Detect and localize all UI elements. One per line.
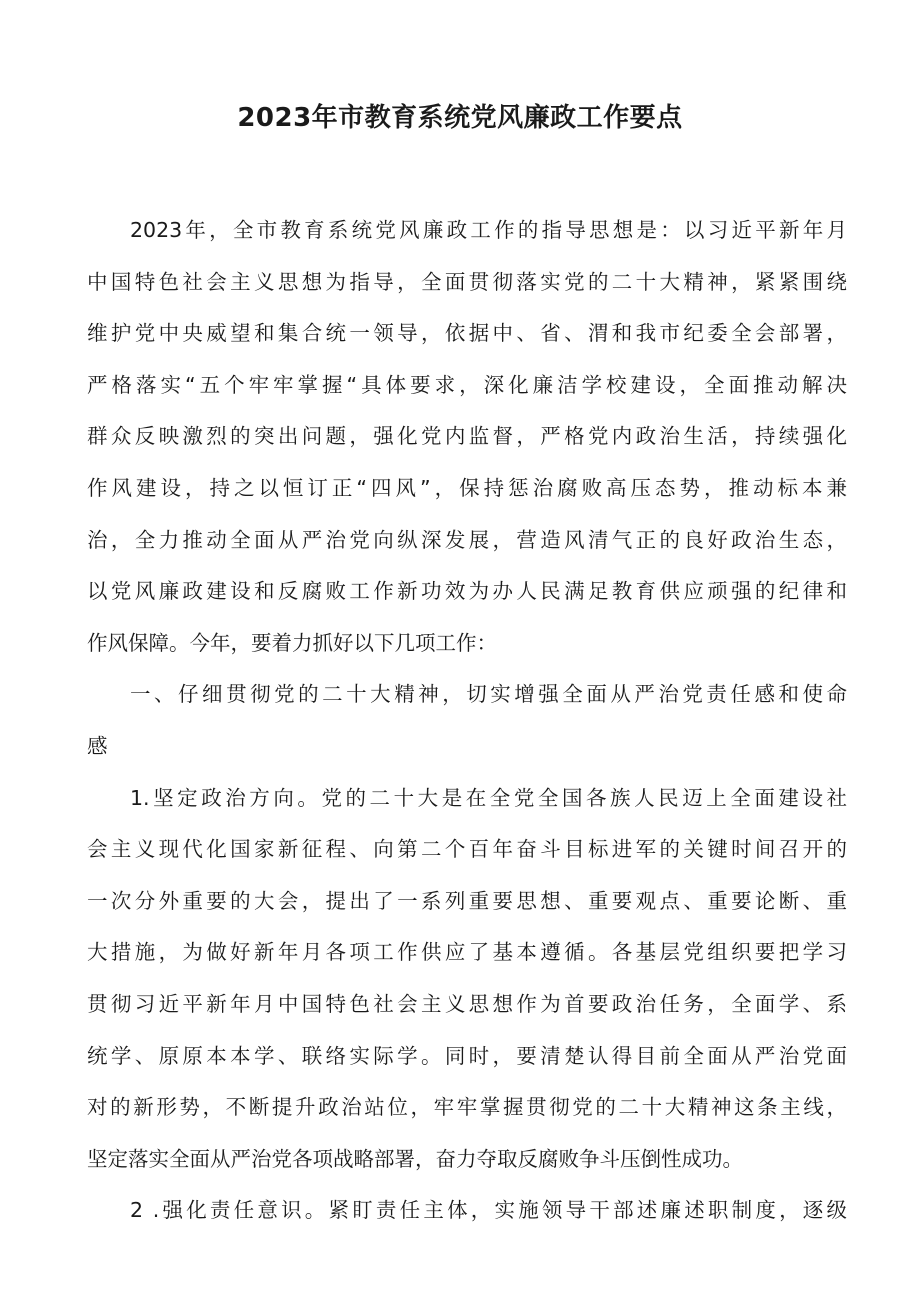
paragraph-line: 作风建设，持之以恒订正“四风”，保持惩治腐败高压态势，推动标本兼: [87, 475, 847, 500]
paragraph-line: 以党风廉政建设和反腐败工作新功效为办人民满足教育供应顽强的纪律和: [87, 579, 847, 604]
paragraph-line: 贯彻习近平新年月中国特色社会主义思想作为首要政治任务，全面学、系: [87, 991, 847, 1016]
document-title: 2023年市教育系统党风廉政工作要点: [237, 103, 683, 133]
section-heading-line: 一、仔细贯彻党的二十大精神，切实增强全面从严治党责任感和使命: [130, 682, 847, 707]
paragraph-line: 维护党中央威望和集合统一领导，依据中、省、渭和我市纪委全会部署，: [87, 321, 847, 346]
document-body: [87, 205, 847, 1237]
section-heading-line: 感: [87, 733, 108, 758]
paragraph-line: 2023年，全市教育系统党风廉政工作的指导思想是：以习近平新年月: [130, 218, 847, 242]
paragraph-line: 中国特色社会主义思想为指导，全面贯彻落实党的二十大精神，紧紧围绕: [87, 269, 847, 294]
paragraph-line: 2 .强化责任意识。紧盯责任主体，实施领导干部述廉述职制度，逐级: [130, 1198, 847, 1223]
paragraph-line: 严格落实“五个牢牢掌握“具体要求，深化廉洁学校建设，全面推动解决: [87, 372, 847, 397]
paragraph-line: 1.坚定政治方向。党的二十大是在全党全国各族人民迈上全面建设社: [130, 785, 847, 810]
paragraph-line: 群众反映激烈的突出问题，强化党内监督，严格党内政治生活，持续强化: [87, 424, 847, 449]
paragraph-line: 统学、原原本本学、联络实际学。同时，要清楚认得目前全面从严治党面: [87, 1043, 847, 1068]
paragraph-line: 对的新形势，不断提升政治站位，牢牢掌握贯彻党的二十大精神这条主线，: [87, 1095, 847, 1120]
paragraph-line: 治，全力推动全面从严治党向纵深发展，营造风清气正的良好政治生态，: [87, 527, 847, 552]
paragraph-line: 大措施，为做好新年月各项工作供应了基本遵循。各基层党组织要把学习: [87, 940, 847, 965]
paragraph-line: 会主义现代化国家新征程、向第二个百年奋斗目标进军的关键时间召开的: [87, 837, 847, 862]
paragraph-line: 坚定落实全面从严治党各项战略部署，奋力夺取反腐败争斗压倒性成功。: [87, 1146, 743, 1171]
paragraph-line: 一次分外重要的大会，提出了一系列重要思想、重要观点、重要论断、重: [87, 888, 847, 913]
paragraph-line: 作风保障。今年，要着力抓好以下几项工作：: [87, 630, 497, 655]
